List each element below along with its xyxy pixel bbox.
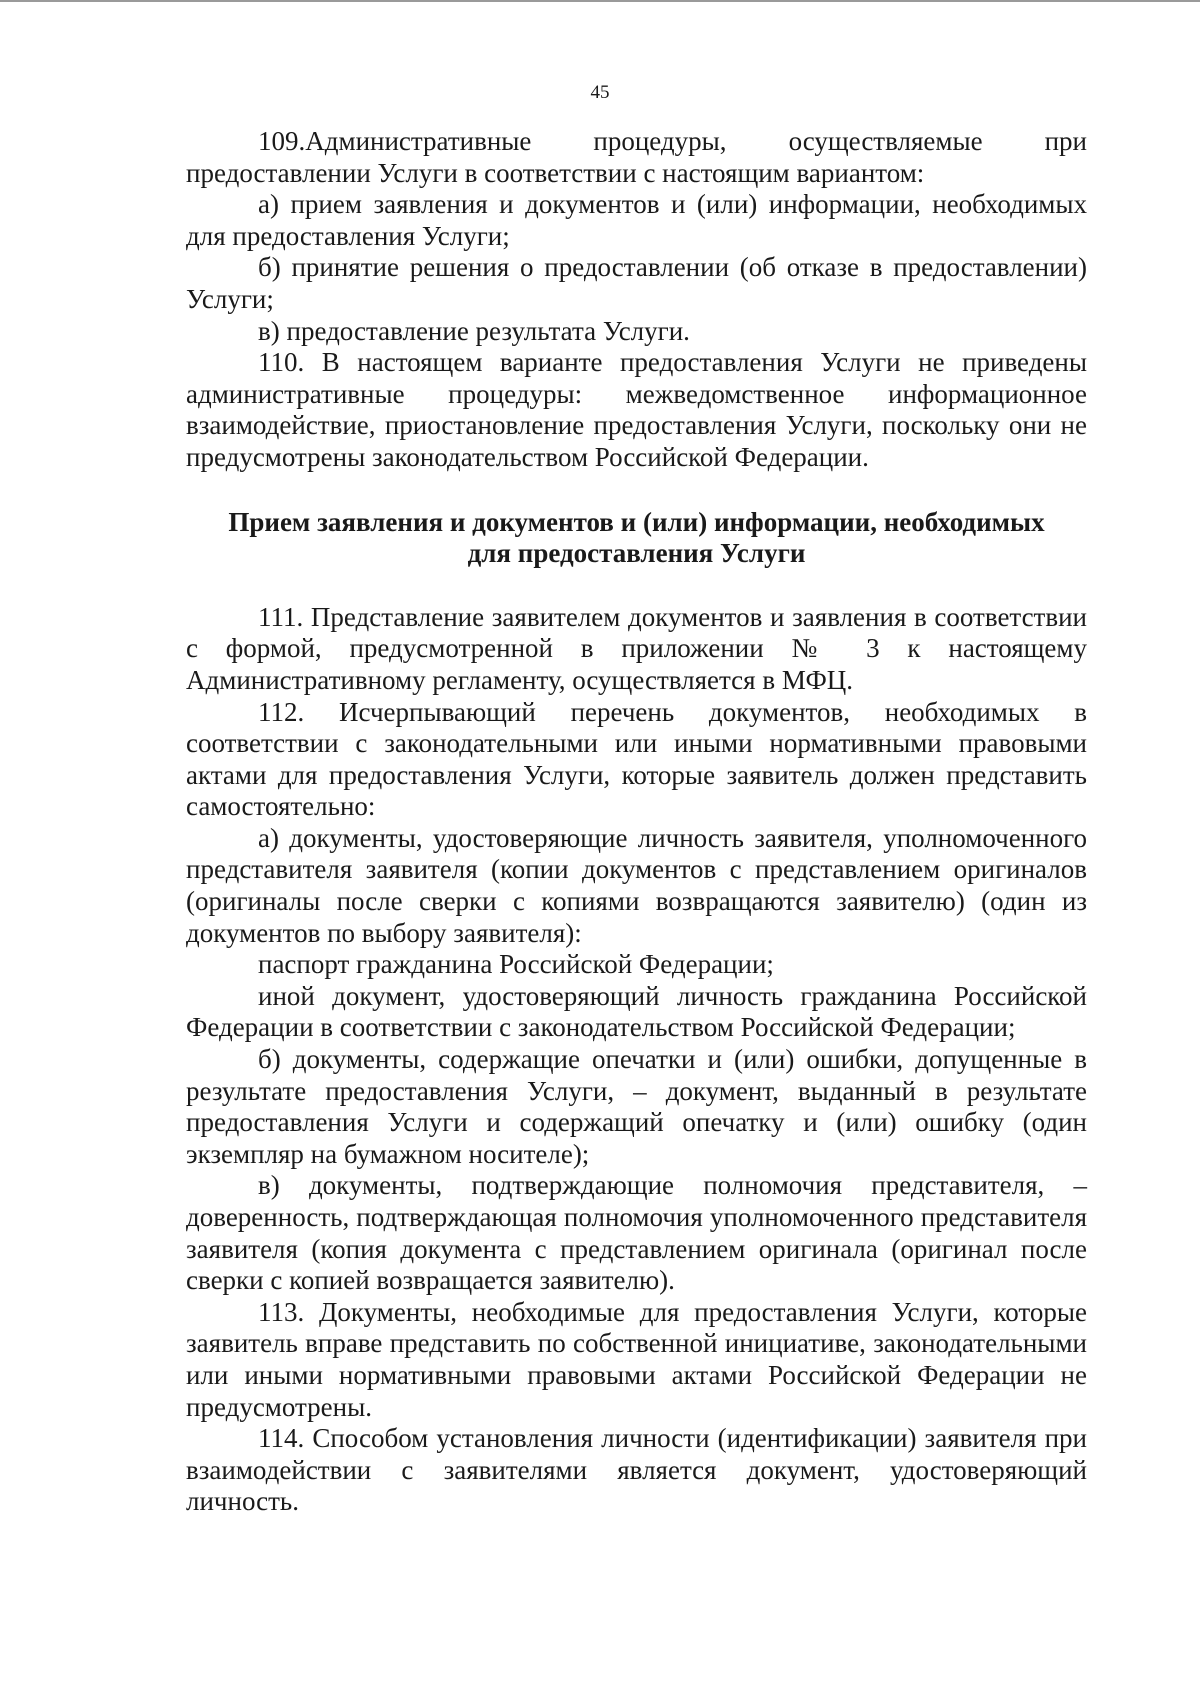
paragraph-109-a: а) прием заявления и документов и (или) информации, необходимых для предоставления Услуги; xyxy=(186,189,1087,251)
paragraph-112-v: в) документы, подтверждающие полномочия представителя, – доверенность, подтверждающая полномочия уполномоченного представителя заявителя (копия документа с представлением оригинала (оригинал после сверки с копией возвращается заявителю). xyxy=(186,1170,1087,1296)
paragraph-111: 111. Представление заявителем документов и заявления в соответствии с формой, предусмотренной в приложении № 3 к настоящему Административному регламенту, осуществляется в МФЦ. xyxy=(186,601,1087,695)
paragraph-112-a-other-id: иной документ, удостоверяющий личность гражданина Российской Федерации в соответствии с законодательством Российской Федерации; xyxy=(186,980,1087,1043)
paragraph-109: 109.Административные процедуры, осуществляемые при предоставлении Услуги в соответствии с настоящим вариантом: xyxy=(186,126,1087,188)
paragraph-110: 110. В настоящем варианте предоставления Услуги не приведены административные процедуры: межведомственное информационное взаимодействие, приостановление предоставления Услуги, поскольку они не предусмотрены законодательством Российской Федерации. xyxy=(186,347,1087,472)
section-heading xyxy=(186,507,1087,570)
paragraph-109-v: в) предоставление результата Услуги. xyxy=(258,315,690,346)
paragraph-112-a-passport: паспорт гражданина Российской Федерации; xyxy=(258,949,774,980)
page-number: 45 xyxy=(590,82,610,103)
paragraph-113: 113. Документы, необходимые для предоставления Услуги, которые заявитель вправе представить по собственной инициативе, законодательными или иными нормативными правовыми актами Российской Федерации не предусмотрены. xyxy=(186,1296,1087,1422)
scan-top-border xyxy=(0,0,1200,2)
section-heading-line-2: для предоставления Услуги xyxy=(467,538,806,569)
paragraph-114: 114. Способом установления личности (идентификации) заявителя при взаимодействии с заявителями является документ, удостоверяющий личность. xyxy=(186,1423,1087,1517)
section-heading-line-1: Прием заявления и документов и (или) информации, необходимых xyxy=(228,506,1045,537)
paragraph-112: 112. Исчерпывающий перечень документов, необходимых в соответствии с законодательными или иными нормативными правовыми актами для предоставления Услуги, которые заявитель должен представить самостоятельно: xyxy=(186,696,1087,822)
paragraph-112-a: а) документы, удостоверяющие личность заявителя, уполномоченного представителя заявителя (копии документов с представлением оригиналов (оригиналы после сверки с копиями возвращаются заявителю) (один из документов по выбору заявителя): xyxy=(186,822,1087,948)
paragraph-109-b: б) принятие решения о предоставлении (об отказе в предоставлении) Услуги; xyxy=(186,252,1087,314)
document-body xyxy=(186,126,1087,1518)
paragraph-112-b: б) документы, содержащие опечатки и (или) ошибки, допущенные в результате предоставления Услуги, – документ, выданный в результате предоставления Услуги и содержащий опечатку и (или) ошибку (один экземпляр на бумажном носителе); xyxy=(186,1044,1087,1169)
